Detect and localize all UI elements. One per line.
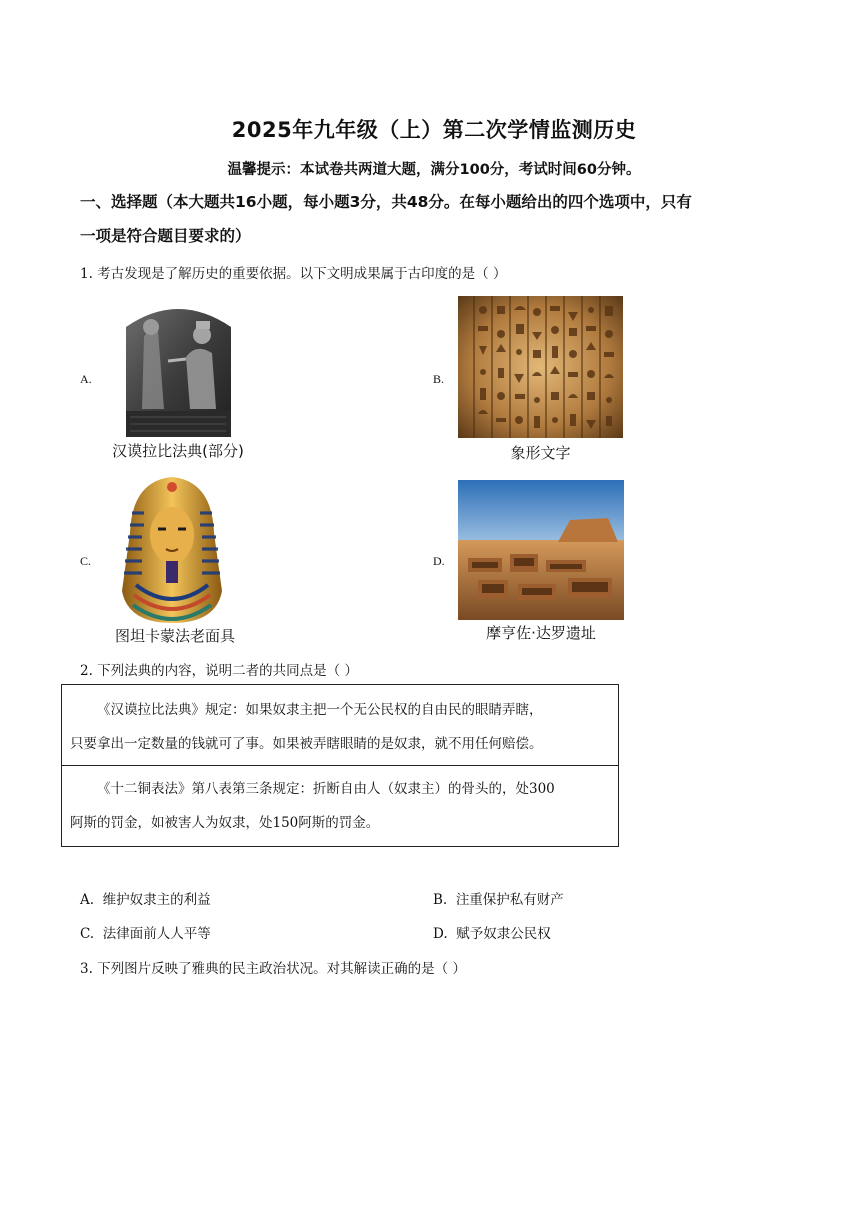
option-d-label: D. [433, 554, 445, 568]
quote-hammurabi [62, 685, 618, 765]
page-title: 2025年九年级（上）第二次学情监测历史 [231, 118, 637, 142]
question-1-stem: 1. 考古发现是了解历史的重要依据。以下文明成果属于古印度的是（ ） [80, 266, 507, 282]
stele-relief-image [120, 297, 237, 437]
option-b-label: B. [433, 372, 445, 386]
q2-option-c-letter: C. [80, 926, 95, 942]
ruins-photo-image [458, 480, 624, 620]
law-quote-table [61, 684, 619, 847]
q2-option-c [80, 922, 211, 942]
option-c-label: C. [80, 554, 92, 568]
section-heading-line2: 一项是符合题目要求的） [80, 227, 251, 245]
q2-option-d-letter: D. [433, 926, 448, 942]
quote-twelve-tables [62, 765, 618, 846]
question-2-stem: 2. 下列法典的内容，说明二者的共同点是（ ） [80, 663, 358, 679]
quote-twelve-tables-line2: 阿斯的罚金，如被害人为奴隶，处150阿斯的罚金。 [70, 815, 380, 831]
section-heading [80, 185, 792, 253]
option-c-caption: 图坦卡蒙法老面具 [114, 627, 235, 645]
exam-tip: 温馨提示：本试卷共两道大题，满分100分，考试时间60分钟。 [227, 162, 641, 178]
q2-option-a-letter: A. [80, 892, 95, 908]
hieroglyph-wall-image [458, 296, 623, 438]
q2-option-b [433, 888, 564, 908]
q2-option-b-letter: B. [433, 892, 448, 908]
option-d-caption: 摩亨佐·达罗遗址 [486, 624, 596, 642]
q2-option-d [433, 922, 551, 942]
golden-mask-image [118, 473, 226, 625]
q2-option-c-text: 法律面前人人平等 [102, 926, 211, 942]
q2-option-a-text: 维护奴隶主的利益 [102, 892, 211, 908]
quote-hammurabi-line1: 《汉谟拉比法典》规定：如果奴隶主把一个无公民权的自由民的眼睛弄瞎， [97, 702, 543, 718]
option-a-caption: 汉谟拉比法典(部分) [112, 442, 244, 460]
q2-option-a [80, 888, 211, 908]
quote-hammurabi-line2: 只要拿出一定数量的钱就可了事。如果被弄瞎眼睛的是奴隶，就不用任何赔偿。 [70, 736, 543, 752]
option-a-label: A. [80, 372, 92, 386]
section-heading-line1: 一、选择题（本大题共16小题，每小题3分，共48分。在每小题给出的四个选项中，只有 [80, 193, 692, 211]
question-3-stem: 3. 下列图片反映了雅典的民主政治状况。对其解读正确的是（ ） [80, 961, 466, 977]
option-b-caption: 象形文字 [510, 444, 571, 462]
q2-option-d-text: 赋予奴隶公民权 [456, 926, 551, 942]
quote-twelve-tables-line1: 《十二铜表法》第八表第三条规定：折断自由人（奴隶主）的骨头的，处300 [97, 781, 555, 797]
q2-option-b-text: 注重保护私有财产 [455, 892, 564, 908]
